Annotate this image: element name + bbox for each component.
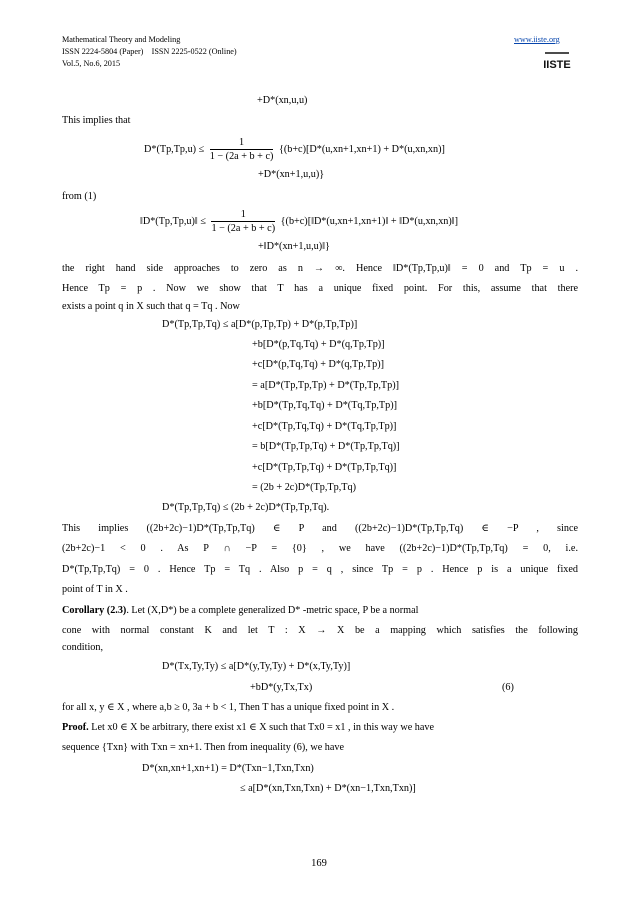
eq-line-4: +D*(xn+1,u,u)} [258, 169, 325, 180]
journal-name: Mathematical Theory and Modeling [62, 35, 181, 44]
fraction-numerator: 1 [210, 136, 274, 150]
corollary-heading: Corollary (2.3) [62, 605, 127, 616]
eq-c1: D*(Tx,Ty,Ty) ≤ a[D*(y,Ty,Ty) + D*(x,Ty,Ty)] [162, 661, 351, 672]
text-line: This implies ((2b+2c)−1)D*(Tp,Tp,Tq) ∈ P and ((2b+2c)−1)D*(Tp,Tp,Tq) ∈ −P , since [62, 523, 578, 534]
text-line: Hence Tp = p . Now we show that T has a unique fixed point. For this, assume that there [62, 283, 578, 294]
fraction-denominator: 1 − (2a + b + c) [211, 223, 276, 234]
eq-e8: +c[D*(Tp,Tp,Tq) + D*(Tp,Tp,Tq)] [252, 462, 397, 473]
text-line: (2b+2c)−1 < 0 . As P ∩ −P = {0} , we have ((2b+2c)−1)D*(Tp,Tp,Tq) = 0, i.e. [62, 543, 578, 554]
fraction [210, 136, 274, 163]
eq-e5: +b[D*(Tp,Tq,Tq) + D*(Tq,Tp,Tp)] [252, 400, 398, 411]
eq-c2: +bD*(y,Tx,Tx) [250, 682, 313, 693]
eq-rhs: {(b+c)[‖D*(u,xn+1,xn+1)‖ + ‖D*(u,xn,xn)‖] [280, 215, 459, 227]
page-number: 169 [311, 858, 327, 869]
text-line: This implies that [62, 115, 131, 126]
eq-line-1: +D*(xn,u,u) [257, 95, 308, 106]
text-line: sequence {Txn} with Txn = xn+1. Then from inequality (6), we have [62, 742, 345, 753]
eq-line-3 [144, 136, 445, 163]
text-line: for all x, y ∈ X , where a,b ≥ 0, 3a + b < 1, Then T has a unique fixed point in X . [62, 702, 395, 713]
eq-e4: = a[D*(Tp,Tp,Tp) + D*(Tp,Tp,Tp)] [252, 380, 399, 391]
eq-lhs: D*(Tp,Tp,u) ≤ [144, 143, 205, 155]
logo-text: IISTE [543, 59, 571, 71]
eq-rhs: {(b+c)[D*(u,xn+1,xn+1) + D*(u,xn,xn)] [278, 143, 445, 155]
eq-e9: = (2b + 2c)D*(Tp,Tp,Tq) [252, 482, 356, 493]
eq-p1: D*(xn,xn+1,xn+1) = D*(Txn−1,Txn,Txn) [142, 763, 314, 774]
eq-p2: ≤ a[D*(xn,Txn,Txn) + D*(xn−1,Txn,Txn)] [240, 783, 416, 794]
fraction [211, 208, 275, 235]
text-line: from (1) [62, 191, 97, 202]
volume: Vol.5, No.6, 2015 [62, 59, 121, 68]
text-line: cone with normal constant K and let T : X → X be a mapping which satisfies the following [62, 625, 578, 636]
corollary-line [62, 604, 578, 617]
issn: ISSN 2224-5804 (Paper) ISSN 2225-0522 (Online) [62, 47, 237, 56]
eq-e1: D*(Tp,Tp,Tq) ≤ a[D*(p,Tp,Tp) + D*(p,Tp,Tp)] [162, 319, 358, 330]
journal-header [62, 34, 237, 70]
eq-e2: +b[D*(p,Tq,Tq) + D*(q,Tp,Tp)] [252, 339, 385, 350]
text-line: point of T in X . [62, 584, 128, 595]
proof-text: Let x0 ∈ X be arbitrary, there exist x1 ∈ X such that Tx0 = x1 , in this way we have [91, 722, 435, 733]
fraction-denominator: 1 − (2a + b + c) [209, 151, 274, 162]
eq-lhs: ‖D*(Tp,Tp,u)‖ ≤ [140, 215, 206, 227]
eq-e7: = b[D*(Tp,Tp,Tq) + D*(Tp,Tp,Tq)] [252, 441, 400, 452]
eq-e3: +c[D*(p,Tq,Tq) + D*(q,Tp,Tp)] [252, 359, 385, 370]
eq-line-7: +‖D*(xn+1,u,u)‖} [258, 241, 330, 252]
eq-e10: D*(Tp,Tp,Tq) ≤ (2b + 2c)D*(Tp,Tp,Tq). [162, 502, 330, 513]
text-line: D*(Tp,Tp,Tq) = 0 . Hence Tp = Tq . Also p = q , since Tp = p . Hence p is a unique fixed [62, 564, 578, 575]
text-line: condition, [62, 642, 104, 653]
text-line: the right hand side approaches to zero as n → ∞. Hence ‖D*(Tp,Tp,u)‖ = 0 and Tp = u . [62, 263, 578, 274]
text-line: exists a point q in X such that q = Tq . Now [62, 301, 240, 312]
fraction-numerator: 1 [211, 208, 275, 222]
iiste-logo [542, 50, 572, 76]
eq-line-6 [140, 208, 458, 235]
eq-e6: +c[D*(Tp,Tq,Tq) + D*(Tq,Tp,Tp)] [252, 421, 397, 432]
proof-line [62, 721, 578, 734]
proof-heading: Proof. [62, 722, 89, 733]
corollary-text: . Let (X,D*) be a complete generalized D* -metric space, P be a normal [126, 605, 419, 616]
journal-url[interactable]: www.iiste.org [514, 35, 560, 44]
journal-url-block [514, 34, 560, 46]
equation-number: (6) [502, 682, 514, 693]
